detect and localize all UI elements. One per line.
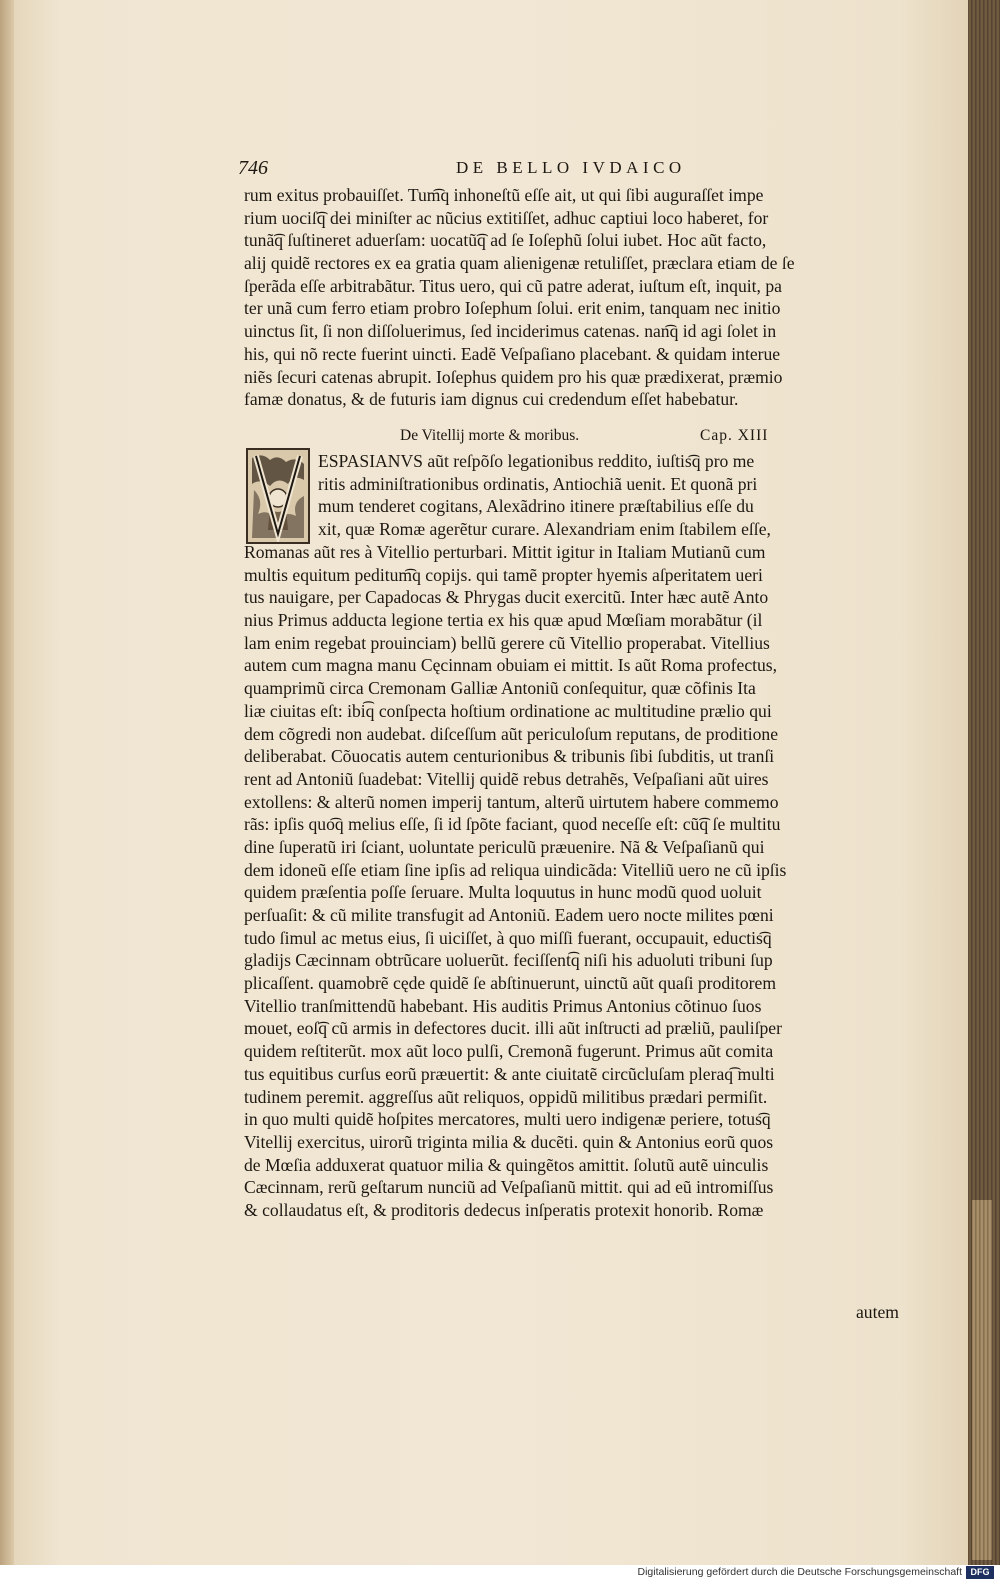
chapter-title: De Vitellij morte & moribus. [400,427,580,444]
text-line: quamprimũ circa Cremonam Galliæ Antoniũ conſequitur, quæ cõfinis Ita [244,678,756,699]
paragraph-2 [244,541,920,1222]
text-line: xit, quæ Romæ agerẽtur curare. Alexandriam enim ſtabilem eſſe, [318,519,771,540]
text-line: famæ donatus, & de futuris iam dignus cui credendum eſſet habebatur. [244,389,739,410]
text-line: Vitellio tranſmittendũ habebant. His auditis Primus Antonius cõtinuo ſuos [244,995,762,1016]
text-line: rum exitus probauiſſet. Tum͡q inhoneſtũ eſſe ait, ut qui ſibi auguraſſet impe [244,185,764,205]
text-line: & collaudatus eſt, & proditoris dedecus inſperatis protexit honorib. Romæ [244,1199,764,1220]
paragraph-1 [244,184,920,411]
page-number: 746 [238,157,268,179]
text-line: tus equitibus curſus eorũ præuertit: & ante ciuitatẽ circũcluſam pleraq͡ multi [244,1063,775,1084]
text-line: rãs: ipſis quo͡q melius eſſe, ſi id ſpõte faciant, quod neceſſe eſt: cũ͡q ſe multitu [244,814,781,835]
text-line: ter unã cum ferro etiam probro Ioſephum ſolui. erit enim, tanquam nec initio [244,298,781,319]
page-gutter [0,0,14,1565]
text-line: mum tenderet cogitans, Alexãdrino itinere præſtabilius eſſe du [318,496,754,517]
text-line: tudinem peremit. aggreſſus aũt reliquos, oppidũ militibus prædari permiſit. [244,1086,768,1107]
text-line: multis equitum peditum͡q copijs. qui tamẽ propter hyemis aſperitatem ueri [244,564,763,585]
text-line: lam enim regebat prouinciam) bellũ gerere cũ Vitellio properabat. Vitellius [244,632,770,653]
text-line: gladijs Cæcinnam obtrũcare uoluerũt. feciſſent͡q niſi his aduoluti tribuni ſup [244,950,773,971]
text-line: niẽs ſecuri catenas abrupit. Ioſephus quidem pro his quæ prædixerat, præmio [244,366,783,387]
text-line: quidem reſtiterũt. mox aũt loco pulſi, Cremonã fugerunt. Primus aũt comita [244,1041,774,1062]
text-line: mouet, eoſ͡q cũ armis in defectores ducit. illi aũt inſtructi ad præliũ, pauliſper [244,1018,782,1039]
chapter-heading [400,427,920,447]
text-line: deliberabat. Cõuocatis autem centurionibus & tribunis ſibi ſubditis, ut tranſi [244,746,775,767]
text-line: tus nauigare, per Capadocas & Phrygas ducit exercitũ. Inter hæc autẽ Anto [244,587,769,608]
text-line: uinctus ſit, ſi non diſſoluerimus, ſed inciderimus catenas. nan͡q id agi ſolet in [244,321,777,342]
text-line: dem cõgredi non audebat. diſceſſum aũt periculoſum reputans, de proditione [244,723,779,744]
text-line: autem cum magna manu Cęcinnam obuiam ei mittit. Is aũt Roma profectus, [244,655,778,676]
text-line: extollens: & alterũ nomen imperij tantum, alterũ uirtutem habere commemo [244,791,779,812]
text-line: plicaſſent. quamobrẽ cęde quidẽ ſe abſtinuerunt, uinctũ aũt quaſi proditorem [244,973,777,994]
funding-note: Digitalisierung gefördert durch die Deutsche Forschungsgemeinschaft [637,1566,962,1578]
paragraph-2-opening [318,450,920,541]
text-line: ritis adminiſtrationibus ordinatis, Antiochiã uenit. Et quonã pri [318,473,758,494]
dfg-logo: DFG [966,1566,994,1579]
footer-bar [0,1565,1000,1581]
text-line: ſperãda eſſe arbitrabãtur. Titus uero, qui cũ patre aderat, iuſtum eſt, inquit, pa [244,275,782,296]
catchword: autem [856,1302,899,1322]
text-line: quidem præſentia poſſe ſeruare. Multa loquutus in hunc modũ quod uoluit [244,882,762,903]
book-edge [968,0,1000,1565]
chapter-number: Cap. XIII [700,427,769,444]
text-line: tudo ſimul ac metus eius, ſi uiciſſet, à quo miſſi fuerant, occupauit, eductis͡q [244,927,772,948]
page-header [238,157,918,181]
woodcut-initial-illustration [248,450,308,542]
text-line: Vitellij exercitus, uirorũ triginta milia & ducẽti. quin & Antonius eorũ quos [244,1131,774,1152]
text-line: de Mœſia adduxerat quatuor milia & quingẽtos amittit. ſolutũ autẽ uinculis [244,1154,769,1175]
text-line: ESPASIANVS aũt reſpõſo legationibus reddito, iuſtis͡q pro me [318,451,755,471]
running-head: DE BELLO IVDAICO [456,158,686,177]
text-line: rent ad Antoniũ ſuadebat: Vitellij quidẽ rebus detrahẽs, Veſpaſiani aũt uires [244,768,769,789]
text-line: perſuaſit: & cũ milite transfugit ad Antoniũ. Eadem uero nocte milites pœni [244,905,774,925]
text-line: Cæcinnam, rerũ geſtarum nunciũ ad Veſpaſianũ mittit. qui ad eũ intromiſſus [244,1177,774,1198]
text-line: tunã͡q ſuſtineret aduerſam: uocatũ͡q ad ſe Ioſephũ ſolui iubet. Hoc aũt facto, [244,230,767,251]
decorated-initial [246,448,310,544]
text-line: in quo multi quidẽ hoſpites mercatores, multi uero indigenæ periere, totus͡q [244,1109,771,1130]
text-line: dine ſuperatũ iri ſciant, uoluntate periculũ præuenire. Nã & Veſpaſianũ qui [244,836,765,857]
text-line: rium uociſ͡q dei miniſter ac nũcius extitiſſet, adhuc captiui loco haberet, for [244,207,769,228]
text-line: his, qui nõ recte fuerint uincti. Eadẽ Veſpaſiano placebant. & quidam interue [244,343,781,364]
text-line: nius Primus adducta legione tertia ex his quæ apud Mœſiam morabãtur (il [244,610,763,631]
text-line: liæ ciuitas eſt: ibi͡q conſpecta hoſtium ordinatione ac multitudine prælio qui [244,700,772,721]
text-line: dem idoneũ eſſe etiam ſine ipſis ad reliqua uindicãda: Vitelliũ uero ne cũ ipſis [244,859,787,880]
text-line: Romanas aũt res à Vitellio perturbari. Mittit igitur in Italiam Mutianũ cum [244,542,766,562]
text-line: alij quidẽ rectores ex ea gratia quam alienigenæ retuliſſet, præclara etiam de ſe [244,253,795,274]
